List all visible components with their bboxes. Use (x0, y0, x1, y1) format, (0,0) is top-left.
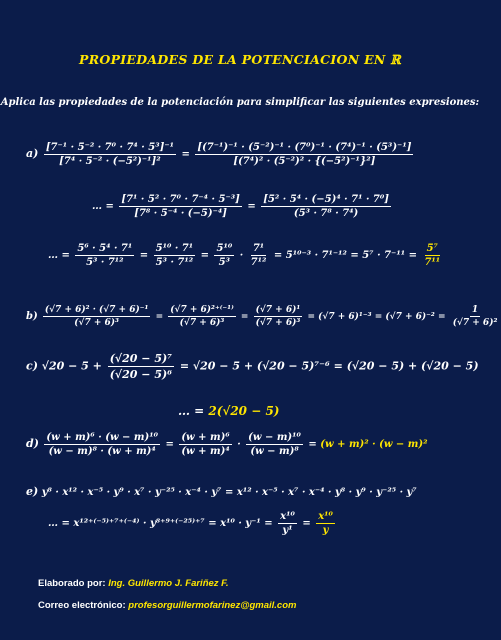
denominator: [(7⁴)² · (5⁻²)² · {(−5²)⁻¹}²] (233, 156, 376, 167)
equals-sign: = (307, 312, 316, 322)
fraction (75, 243, 134, 268)
denominator: 5³ · 7¹² (86, 257, 124, 268)
fraction (44, 142, 176, 167)
dot-operator: · (239, 250, 244, 261)
numerator: 5⁶ · 5⁴ · 7¹ (77, 243, 133, 254)
denominator: 5³ · 7¹² (155, 257, 194, 268)
exercise-d-label: d) (26, 437, 39, 450)
continuation: … = (178, 404, 205, 418)
fraction (168, 305, 236, 328)
denominator: y¹ (282, 525, 293, 536)
author-label: Elaborado por: (38, 578, 106, 589)
fraction (154, 243, 196, 268)
numerator: (w + m)⁶ (181, 432, 230, 443)
fraction (278, 511, 297, 536)
exercise-b-line (26, 305, 501, 328)
expression-part: √20 − 5 + (41, 359, 102, 373)
exercise-e-line-2 (48, 511, 337, 536)
author-line (38, 578, 229, 589)
numerator: x¹⁰ (318, 511, 333, 522)
denominator: (w − m)⁸ · (w + m)⁴ (48, 446, 156, 457)
equals-sign: = (264, 518, 273, 529)
equals-sign: = (200, 250, 209, 261)
page-title: PROPIEDADES DE LA POTENCIACION EN ℝ (79, 52, 401, 67)
denominator: 7¹² (250, 257, 267, 268)
denominator: (w − m)⁸ (250, 446, 299, 457)
equals-sign: = (273, 250, 283, 261)
exercise-b-label: b) (26, 311, 38, 322)
expression-part: √20 − 5 + (√20 − 5)⁷⁻⁶ (192, 359, 330, 373)
fraction (246, 432, 303, 457)
email-address: profesorguillermofarinez@gmail.com (128, 600, 297, 611)
power-expression: (√7 + 6)⁻² (385, 312, 435, 322)
exercise-a-line-3 (48, 243, 444, 268)
exercise-a-line-2 (92, 194, 393, 219)
fraction (214, 243, 234, 268)
author-name: Ing. Guillermo J. Fariñez F. (108, 578, 229, 589)
numerator: 5¹⁰ · 7¹ (155, 243, 194, 254)
expression-part: x¹⁰ · y⁻¹ (220, 518, 261, 529)
fraction (249, 243, 269, 268)
equals-sign: = (302, 518, 311, 529)
equals-sign: = (247, 201, 256, 212)
numerator: [(7⁻¹)⁻¹ · (5⁻²)⁻¹ · (7⁰)⁻¹ · (7⁴)⁻¹ · (5³)⁻¹] (197, 142, 412, 153)
equals-sign: = (308, 439, 317, 450)
numerator: 5⁷ (426, 243, 438, 254)
dot-operator: · (237, 439, 241, 450)
fraction (44, 432, 160, 457)
numerator: 1 (471, 305, 479, 315)
expression-part: x¹² · x⁻⁵ · x⁷ · x⁻⁴ · y⁸ · y⁹ · y⁻²⁵ · y⁷ (236, 487, 417, 498)
denominator: (√7 + 6)³ (74, 318, 120, 328)
fraction (43, 305, 151, 328)
expression-part: y⁸ · x¹² · x⁻⁵ · y⁹ · x⁷ · y⁻²⁵ · x⁻⁴ · y⁷ (41, 487, 222, 498)
numerator: x¹⁰ (280, 511, 295, 522)
equals-sign: = (179, 359, 190, 373)
simplified-expression: 5⁷ · 7⁻¹¹ (362, 250, 406, 261)
fraction (254, 305, 303, 328)
answer-expression: 2(√20 − 5) (208, 404, 280, 418)
continuation: … = (92, 201, 114, 212)
equals-sign: = (408, 250, 417, 261)
exercise-c-line (26, 352, 479, 381)
numerator: (√7 + 6)²⁺⁽⁻¹⁾ (170, 305, 234, 315)
fraction (195, 142, 413, 167)
numerator: (w − m)¹⁰ (248, 432, 301, 443)
power-expression: (√7 + 6)¹⁻³ (318, 312, 372, 322)
fraction (108, 352, 174, 381)
numerator: (√7 + 6)¹ (255, 305, 301, 315)
fraction (119, 194, 242, 219)
denominator: (√7 + 6)³ (255, 318, 301, 328)
denominator: 5³ (218, 257, 231, 268)
answer-expression: (w + m)² · (w − m)² (320, 439, 428, 450)
denominator: (w + m)⁴ (181, 446, 230, 457)
fraction (451, 305, 500, 328)
email-line (38, 600, 296, 611)
exercise-e-label: e) (26, 485, 39, 498)
denominator: [7⁴ · 5⁻² · (−5²)⁻¹]² (59, 156, 161, 167)
equals-sign: = (155, 312, 164, 322)
continuation: … = (48, 250, 70, 261)
numerator: 7¹ (252, 243, 265, 254)
answer-fraction (316, 511, 335, 536)
numerator: [7¹ · 5² · 7⁰ · 7⁻⁴ · 5⁻³] (121, 194, 240, 205)
fraction (261, 194, 391, 219)
denominator: (5³ · 7⁸ · 7⁴) (293, 208, 359, 219)
exercise-a-line-1 (26, 142, 415, 167)
expression-part: (√20 − 5) + (√20 − 5) (346, 359, 479, 373)
expression-part: x¹²⁺⁽⁻⁵⁾⁺⁷⁺⁽⁻⁴⁾ · y⁸⁺⁹⁺⁽⁻²⁵⁾⁺⁷ (73, 518, 205, 529)
exercise-d-line (26, 432, 427, 457)
numerator: [5² · 5⁴ · (−5)⁴ · 7¹ · 7⁰] (263, 194, 389, 205)
exercise-c-result (178, 404, 279, 418)
equals-sign: = (374, 312, 383, 322)
denominator: (√20 − 5)⁶ (109, 368, 173, 381)
equals-sign: = (139, 250, 149, 261)
equals-sign: = (225, 487, 234, 498)
denominator: (√7 + 6)³ (179, 318, 225, 328)
denominator: 7¹¹ (424, 257, 441, 268)
numerator: (w + m)⁶ · (w − m)¹⁰ (46, 432, 158, 443)
denominator: [7⁸ · 5⁻⁴ · (−5)⁻⁴] (134, 208, 227, 219)
equals-sign: = (438, 312, 446, 322)
numerator: [7⁻¹ · 5⁻² · 7⁰ · 7⁴ · 5³]⁻¹ (45, 142, 174, 153)
numerator: (√7 + 6)² · (√7 + 6)⁻¹ (44, 305, 149, 315)
equals-sign: = (181, 149, 190, 160)
equals-sign: = (208, 518, 217, 529)
continuation: … = (48, 518, 70, 529)
power-expression: 5¹⁰⁻³ · 7¹⁻¹² (285, 250, 347, 261)
answer-fraction (422, 243, 442, 268)
denominator: (√7 + 6)² (452, 318, 498, 328)
email-label: Correo electrónico: (38, 600, 126, 611)
exercise-e-line-1 (26, 485, 417, 498)
equals-sign: = (333, 359, 343, 373)
numerator: 5¹⁰ (216, 243, 233, 254)
numerator: (√20 − 5)⁷ (109, 352, 173, 365)
equals-sign: = (240, 312, 249, 322)
exercise-c-label: c) (26, 359, 38, 373)
equals-sign: = (165, 439, 174, 450)
fraction (179, 432, 231, 457)
instruction-text: Aplica las propiedades de la potenciación para simplificar las siguientes expresiones: (0, 97, 480, 108)
equals-sign: = (350, 250, 359, 261)
denominator: y (322, 525, 329, 536)
exercise-a-label: a) (26, 147, 39, 160)
